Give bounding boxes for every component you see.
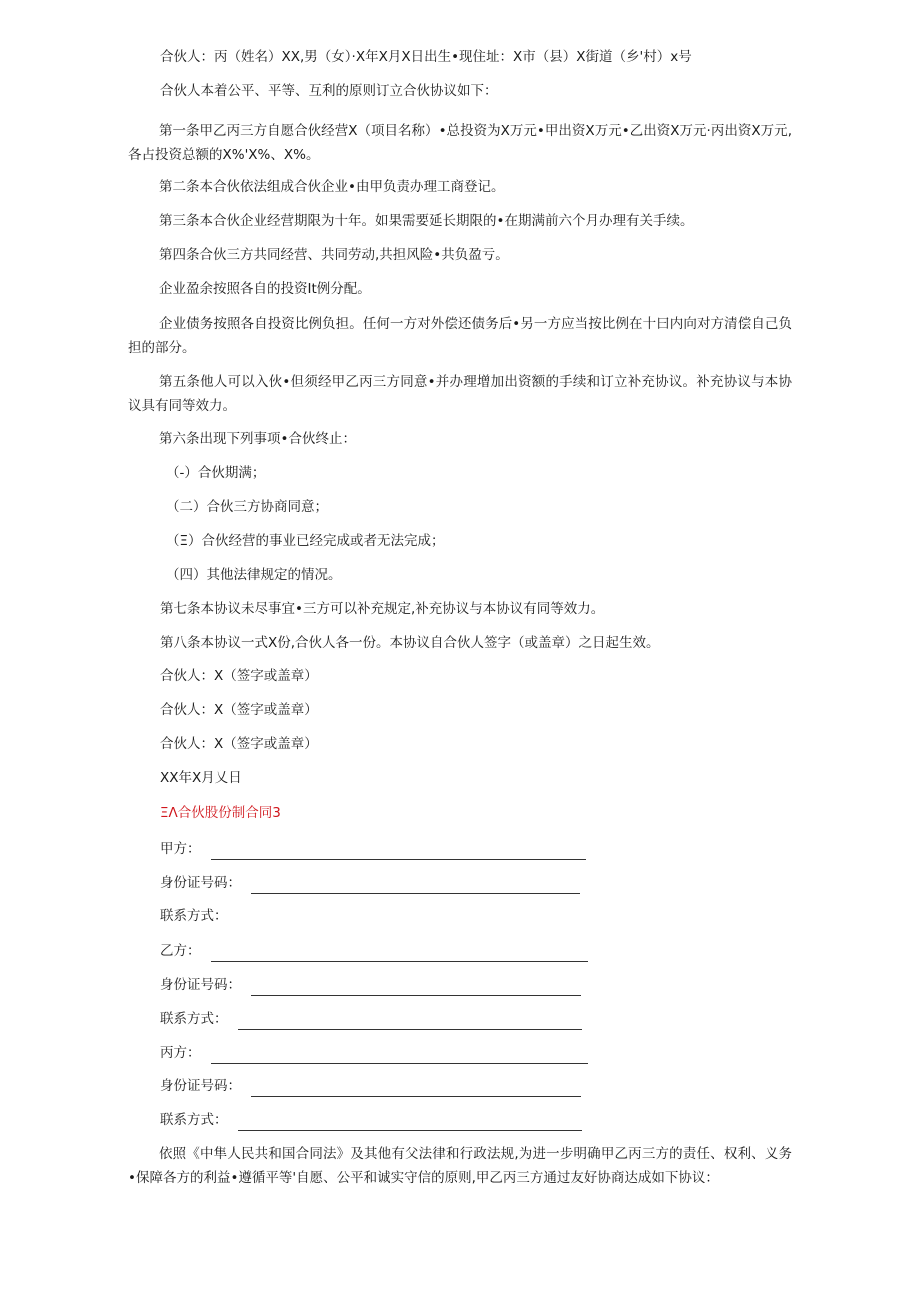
signature-date: XX年X月乂日 xyxy=(160,770,242,786)
contact-field[interactable] xyxy=(238,1013,582,1030)
party-a-label: 甲方： xyxy=(160,841,201,857)
id-number-field[interactable] xyxy=(251,979,581,996)
contact-row xyxy=(160,1109,582,1131)
contact-row xyxy=(160,1008,582,1030)
partner-c-info: 合伙人：丙（姓名）XX,男（女）·X年X月X日出生•现住址：X市（县）X街道（乡'村）x号 xyxy=(160,49,692,65)
id-number-label: 身份证号码： xyxy=(160,1078,241,1094)
id-number-field[interactable] xyxy=(251,1080,581,1097)
party-a-field[interactable] xyxy=(211,843,586,860)
article-4-debt: 企业债务按照各自投资比例负担。任何一方对外偿还债务后•另一方应当按比例在十曰内向对方清偿自己负担的部分。 xyxy=(128,316,792,356)
article-6-item: （四）其他法律规定的情况。 xyxy=(166,567,342,583)
article-2: 第二条本合伙依法组成合伙企业•由甲负责办理工商登记。 xyxy=(159,179,505,195)
article-4-profit: 企业盈余按照各自的投资It例分配。 xyxy=(159,281,371,297)
article-6: 第六条出现下列事项•合伙终止： xyxy=(159,431,356,447)
party-c-label: 丙方： xyxy=(160,1045,201,1061)
closing-preamble: 依照《中隼人民共和国合同法》及其他有父法律和行政法规,为进一步明确甲乙丙三方的责任、权利、义务•保障各方的利益•遵循平等'自愿、公平和诚实守信的原则,甲乙丙三方通过友好协商达成如下协议： xyxy=(128,1146,792,1186)
party-c-row xyxy=(160,1042,588,1064)
contact-field[interactable] xyxy=(238,1114,582,1131)
article-3: 第三条本合伙企业经营期限为十年。如果需要延长期限的•在期满前六个月办理有关手续。 xyxy=(159,213,694,229)
party-b-field[interactable] xyxy=(211,945,588,962)
id-number-row xyxy=(160,974,581,996)
article-6-item: （Ξ）合伙经营的事业已经完成或者无法完成； xyxy=(166,533,445,549)
party-b-label: 乙方： xyxy=(160,943,201,959)
contact-label: 联系方式： xyxy=(160,1011,228,1027)
contact-label: 联系方式： xyxy=(160,908,228,924)
agreement-intro: 合伙人本着公平、平等、互利的原则订立合伙协议如下： xyxy=(160,83,498,99)
article-6-item: （-）合伙期满； xyxy=(166,465,266,481)
party-b-row xyxy=(160,940,588,962)
signature-line: 合伙人：X（签字或盖章） xyxy=(160,702,318,718)
id-number-field[interactable] xyxy=(251,877,580,894)
article-6-item: （二）合伙三方协商同意； xyxy=(166,499,328,515)
article-7: 第七条本协议未尽事宜•三方可以补充规定,补充协议与本协议有同等效力。 xyxy=(160,601,605,617)
section-heading: ΞΛ合伙股份制合同3 xyxy=(160,805,281,821)
id-number-label: 身份证号码： xyxy=(160,977,241,993)
signature-line: 合伙人：X（签字或盖章） xyxy=(160,668,318,684)
signature-line: 合伙人：X（签字或盖章） xyxy=(160,736,318,752)
id-number-row xyxy=(160,1075,581,1097)
article-8: 第八条本协议一式X份,合伙人各一份。本协议自合伙人签字（或盖章）之日起生效。 xyxy=(160,635,660,651)
party-a-row xyxy=(160,838,586,860)
article-5: 第五条他人可以入伙•但须经甲乙丙三方同意•并办理增加出资额的手续和订立补充协议。补充协议与本协议具有同等效力。 xyxy=(128,374,792,414)
article-4: 第四条合伙三方共同经营、共同劳动,共担风险•共负盈亏。 xyxy=(159,247,509,263)
article-1: 第一条甲乙丙三方自愿合伙经营X（项目名称）•总投资为X万元•甲出资X万元•乙出资X万元·丙出资X万元,各占投资总额的X%'X%、X%。 xyxy=(128,123,792,163)
id-number-row xyxy=(160,872,580,894)
id-number-label: 身份证号码： xyxy=(160,875,241,891)
contact-label: 联系方式： xyxy=(160,1112,228,1128)
party-c-field[interactable] xyxy=(211,1047,588,1064)
contact-row xyxy=(160,905,228,927)
